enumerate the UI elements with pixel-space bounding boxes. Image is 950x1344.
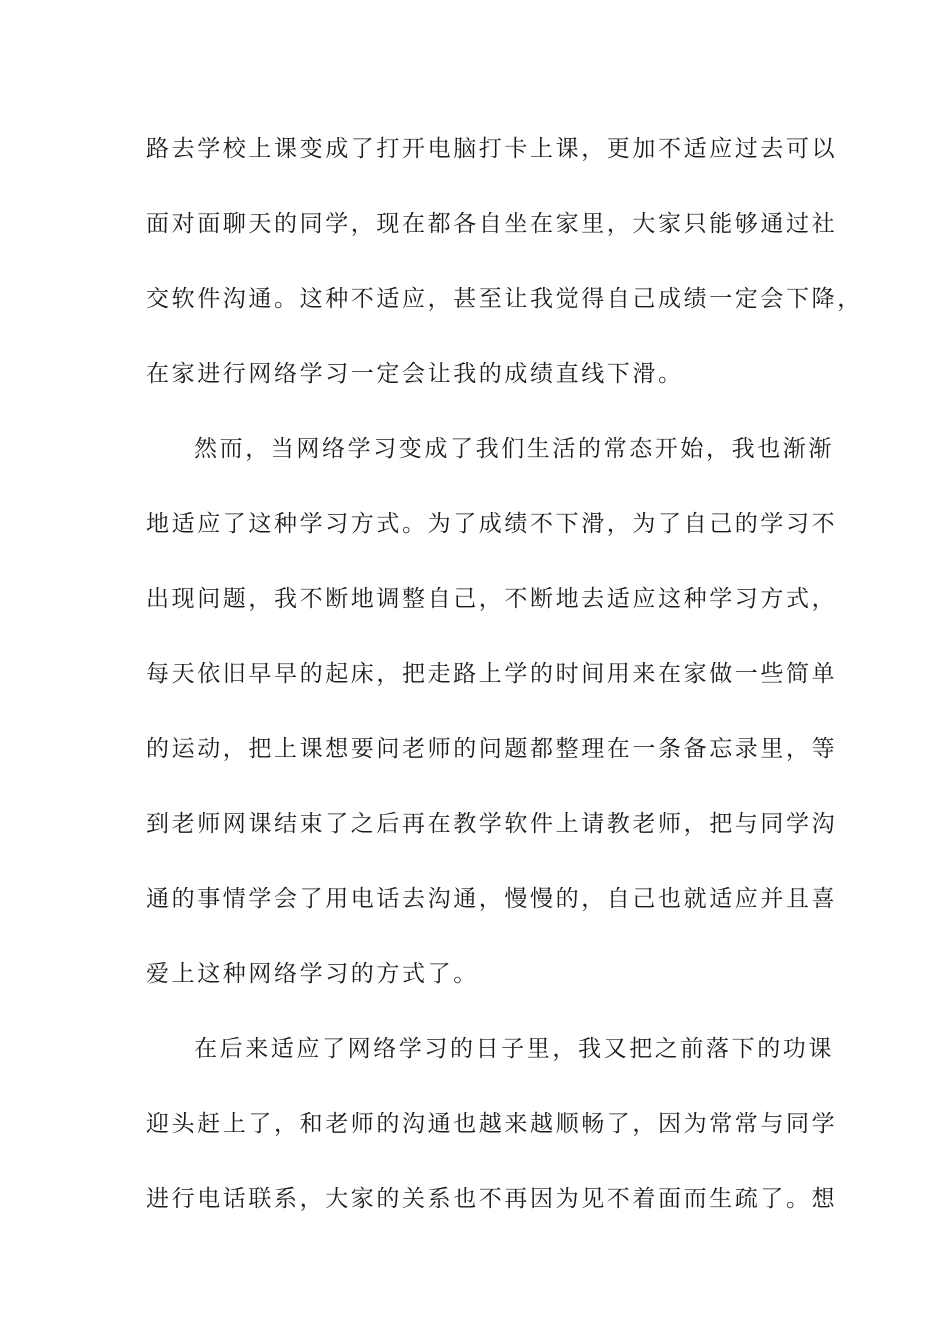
text-line: 面对面聊天的同学，现在都各自坐在家里，大家只能够通过社 <box>146 211 838 237</box>
paragraph-first-line: 然而，当网络学习变成了我们生活的常态开始，我也渐渐 <box>194 436 834 462</box>
text-line: 的运动，把上课想要问老师的问题都整理在一条备忘录里，等 <box>146 736 838 762</box>
paragraph-first-line: 在后来适应了网络学习的日子里，我又把之前落下的功课 <box>194 1036 834 1062</box>
text-line: 交软件沟通。这种不适应，甚至让我觉得自己成绩一定会下降， <box>146 286 863 312</box>
text-line: 通的事情学会了用电话去沟通，慢慢的，自己也就适应并且喜 <box>146 886 838 912</box>
text-line: 出现问题，我不断地调整自己，不断地去适应这种学习方式， <box>146 586 838 612</box>
text-line: 每天依旧早早的起床，把走路上学的时间用来在家做一些简单 <box>146 661 838 687</box>
document-body <box>146 126 863 1251</box>
text-line: 爱上这种网络学习的方式了。 <box>146 961 479 987</box>
text-line: 进行电话联系，大家的关系也不再因为见不着面而生疏了。想 <box>146 1186 838 1212</box>
text-line: 在家进行网络学习一定会让我的成绩直线下滑。 <box>146 361 684 387</box>
text-line: 地适应了这种学习方式。为了成绩不下滑，为了自己的学习不 <box>146 511 838 537</box>
text-line: 路去学校上课变成了打开电脑打卡上课，更加不适应过去可以 <box>146 136 838 162</box>
text-line: 到老师网课结束了之后再在教学软件上请教老师，把与同学沟 <box>146 811 838 837</box>
text-line: 迎头赶上了，和老师的沟通也越来越顺畅了，因为常常与同学 <box>146 1111 838 1137</box>
